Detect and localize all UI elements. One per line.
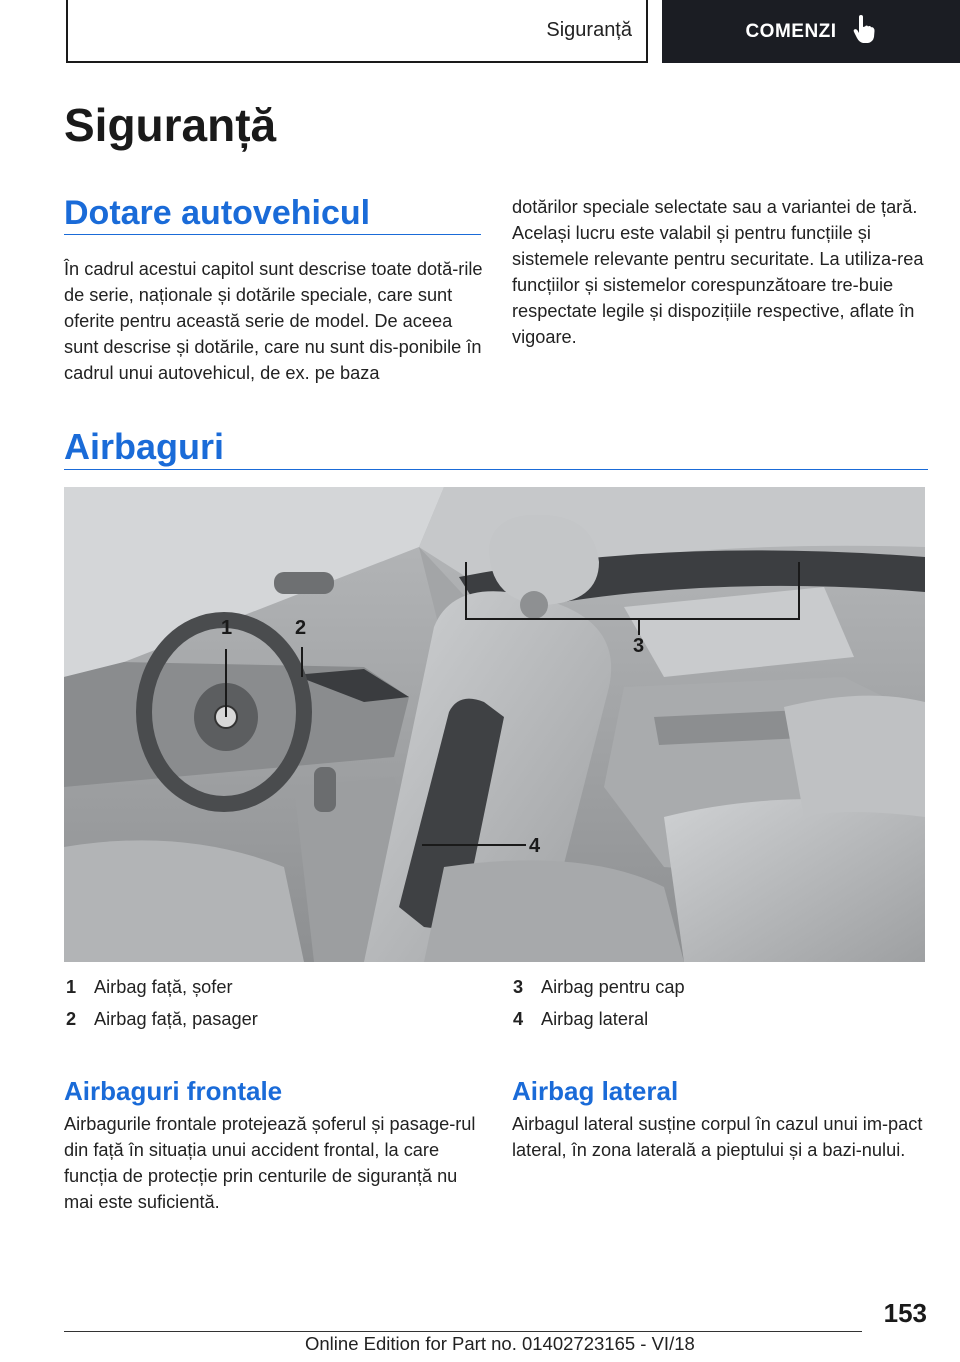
header-section-tab[interactable] — [66, 0, 648, 63]
legend-label: Airbag pentru cap — [541, 977, 685, 997]
section-tab-label: Siguranță — [546, 19, 632, 41]
chapter-title: Siguranță — [64, 99, 277, 151]
section-rule — [64, 234, 481, 235]
legend-number: 2 — [66, 1009, 77, 1029]
vehicle-equipment-text-left: În cadrul acestui capitol sunt descrise toate dotă-rile de serie, naționale și dotările speciale, care sunt oferite pentru această serie de model. De aceea sunt descrise și dotările, care nu sunt dis-ponibile în cadrul unui autovehicul, de ex. pe baza — [64, 259, 483, 383]
section-heading-airbags: Airbaguri — [64, 426, 225, 467]
front-airbags-text: Airbagurile frontale protejează șoferul și pasage-rul din față în situația unui accident frontal, la care funcția de protecție prin centurile de siguranță nu mai este suficientă. — [64, 1114, 476, 1212]
page-number: 153 — [883, 1298, 927, 1328]
legend-label: Airbag lateral — [541, 1009, 649, 1029]
commands-tab-label: COMENZI — [745, 20, 837, 42]
callout-3: 3 — [633, 635, 645, 657]
pointing-hand-icon — [851, 14, 877, 50]
section-rule — [64, 469, 928, 470]
figure-legend-right — [513, 971, 933, 1035]
vehicle-equipment-text-right: dotărilor speciale selectate sau a variantei de țară. Același lucru este valabil și pentru funcțiile și sistemele relevante pentru securitate. La utiliza-rea funcțiilor și sistemelor corespunzătoare tre-buie respectate legile și dispozițiile respective, aflate în vigoare. — [512, 197, 924, 347]
section-heading-side-airbag: Airbag lateral — [512, 1076, 679, 1106]
callout-4: 4 — [529, 835, 541, 857]
side-airbag-text: Airbagul lateral susține corpul în cazul unui im-pact lateral, în zona laterală a pieptului și a bazi-nului. — [512, 1114, 923, 1160]
car-interior-illustration — [64, 487, 925, 962]
legend-label: Airbag față, pasager — [94, 1009, 258, 1029]
footer-rule — [64, 1331, 862, 1332]
section-heading-vehicle-equipment: Dotare autovehicul — [64, 194, 371, 232]
callout-2: 2 — [295, 617, 307, 639]
legend-item — [66, 971, 486, 1003]
legend-number: 1 — [66, 977, 77, 997]
legend-item — [513, 1003, 933, 1035]
callout-1: 1 — [221, 617, 233, 639]
footer-edition: Online Edition for Part no. 01402723165 - VI/18 — [305, 1333, 695, 1354]
section-heading-front-airbags: Airbaguri frontale — [64, 1076, 283, 1106]
figure-legend-left — [66, 971, 486, 1035]
legend-number: 3 — [513, 977, 524, 997]
legend-label: Airbag față, șofer — [94, 977, 233, 997]
legend-number: 4 — [513, 1009, 524, 1029]
commands-tab[interactable] — [662, 0, 960, 63]
legend-item — [66, 1003, 486, 1035]
legend-item — [513, 971, 933, 1003]
